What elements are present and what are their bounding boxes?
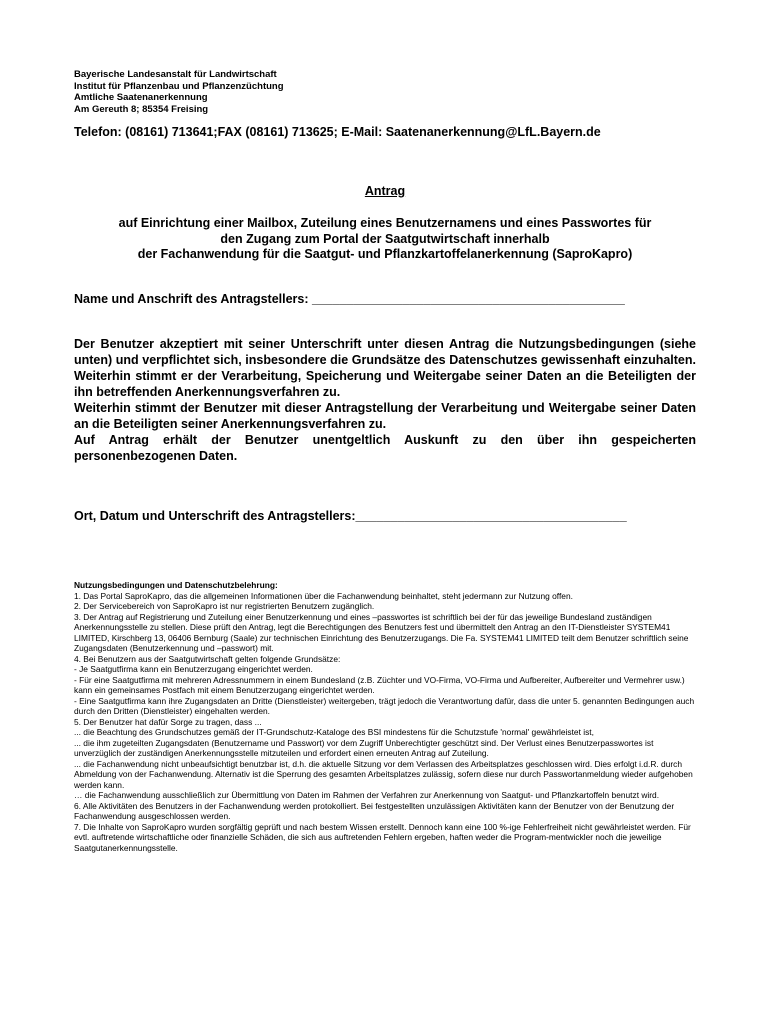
contact-line: Telefon: (08161) 713641;FAX (08161) 713625; E-Mail: Saatenanerkennung@LfL.Bayern.de (74, 125, 601, 139)
terms-line: 3. Der Antrag auf Registrierung und Zuteilung einer Benutzerkennung und eines –passwortes ist schriftlich bei der für das jeweilige Bundesland zuständigen Anerkennungsstelle zu stellen. Diese prüft den Antrag, legt die Berechtigungen des Benutzers fest und übermittelt den Antrag an den IT-Dienstleister SYSTEM41 LIMITED, Kirschberg 13, 06406 Bernburg (Saale) zur technischen Einrichtung des Benutzerzugangs. Die Fa. SYSTEM41 LIMITED teilt dem Benutzer schriftlich seine Zugangsdaten (Benutzerkennung und –passwort) mit. (74, 611, 689, 653)
subtitle-line-2: den Zugang zum Portal der Saatgutwirtschaft innerhalb (220, 231, 550, 246)
terms-line: 7. Die Inhalte von SaproKapro wurden sorgfältig geprüft und nach bestem Wissen erstellt. Dennoch kann eine 100 %-ige Fehlerfreiheit nicht gewährleistet werden. Für evtl. auftretende wirtschaftliche oder finanzielle Schäden, die sich aus auftretenden Fehlern ergeben, haften weder die Program-mentwickler noch die jeweilige Saatgutanerkennungsstelle. (74, 821, 691, 853)
letterhead-address (74, 69, 284, 115)
terms-line: 2. Der Servicebereich von SaproKapro ist nur registrierten Benutzern zugänglich. (74, 601, 375, 611)
terms-line: … die Fachanwendung ausschließlich zur Übermittlung von Daten im Rahmen der Verfahren zur Anerkennung von Saatgut- und Pflanzkartoffeln benutzt wird. (74, 790, 660, 800)
consent-paragraph-1: Der Benutzer akzeptiert mit seiner Unterschrift unter diesen Antrag die Nutzungsbedingungen (siehe unten) und verpflichtet sich, insbesondere die Grundsätze des Datenschutzes gewissenhaft einzuhalten. Weiterhin stimmt er der Verarbeitung, Speicherung und Weitergabe seiner Daten an die Beteiligten der ihn betreffenden Anerkennungsverfahren zu. (74, 337, 696, 399)
consent-statement (74, 336, 696, 464)
signature-field: Ort, Datum und Unterschrift des Antragstellers:_______________________________________ (74, 509, 627, 523)
applicant-name-address-field: Name und Anschrift des Antragstellers: _____________________________________________ (74, 292, 625, 306)
document-title: Antrag (364, 184, 406, 198)
terms-of-use (74, 580, 696, 853)
terms-heading: Nutzungsbedingungen und Datenschutzbelehrung: (74, 580, 278, 590)
document-subtitle (74, 216, 696, 263)
terms-line: - Je Saatgutfirma kann ein Benutzerzugang eingerichtet werden. (74, 664, 313, 674)
department-name: Amtliche Saatenanerkennung (74, 92, 208, 103)
institute-name: Institut für Pflanzenbau und Pflanzenzüchtung (74, 80, 284, 92)
terms-line: ... die Fachanwendung nicht unbeaufsichtigt benutzbar ist, d.h. die aktuelle Sitzung vor dem Verlassen des Arbeitsplatzes geschlossen wird. Dies erfolgt i.d.R. durch Abmeldung von der Fachanwendung. Alternativ ist die Sperrung des gesamten Arbeitsplatzes zulässig, sofern diese nur durch Passwortanmeldung wieder aufgehoben werden kann. (74, 758, 693, 790)
subtitle-line-1: auf Einrichtung einer Mailbox, Zuteilung eines Benutzernamens und eines Passwortes für (118, 216, 652, 230)
terms-line: ... die Beachtung des Grundschutzes gemäß der IT-Grundschutz-Kataloge des BSI mindestens für die Schutzstufe 'normal' gewährleistet ist, (74, 727, 594, 737)
consent-paragraph-3: Auf Antrag erhält der Benutzer unentgeltlich Auskunft zu den über ihn gespeicherten personenbezogenen Daten. (74, 433, 696, 463)
terms-line: 1. Das Portal SaproKapro, das die allgemeinen Informationen über die Fachanwendung beinhaltet, steht jedermann zur Nutzung offen. (74, 590, 573, 601)
street-address: Am Gereuth 8; 85354 Freising (74, 103, 209, 115)
consent-paragraph-2: Weiterhin stimmt der Benutzer mit dieser Antragstellung der Verarbeitung und Weitergabe seiner Daten an die Beteiligten seiner Anerkennungsverfahren zu. (74, 401, 696, 431)
terms-line: - Für eine Saatgutfirma mit mehreren Adressnummern in einem Bundesland (z.B. Züchter und VO-Firma, VO-Firma und Aufbereiter, Aufbereiter und Vermehrer usw.) kann ein gemeinsames Postfach mit einem Benutzerzugang eingerichtet werden. (74, 674, 685, 695)
terms-line: - Eine Saatgutfirma kann ihre Zugangsdaten an Dritte (Dienstleister) weitergeben, trägt jedoch die Verantwortung dafür, dass die unter 5. genannten Bedingungen auch durch den Dritten (Dienstleister) eingehalten werden. (74, 695, 695, 716)
subtitle-line-3: der Fachanwendung für die Saatgut- und Pflanzkartoffelanerkennung (SaproKapro) (137, 247, 633, 262)
institution-name: Bayerische Landesanstalt für Landwirtschaft (74, 69, 277, 80)
terms-line: 5. Der Benutzer hat dafür Sorge zu tragen, dass ... (74, 716, 262, 727)
terms-line: 6. Alle Aktivitäten des Benutzers in der Fachanwendung werden protokolliert. Bei festgestellten unzulässigen Aktivitäten kann der Benutzer von der Benutzung der Fachanwendung ausgeschlossen werden. (74, 800, 675, 821)
terms-line: ... die ihm zugeteilten Zugangsdaten (Benutzername und Passwort) vor dem Zugriff Unberechtigter geschützt sind. Der Verlust eines Benutzerpasswortes ist unverzüglich der zuständigen Anerkennungsstelle mitzuteilen und erfordert einen erneuten Antrag auf Zuteilung. (74, 737, 654, 758)
terms-line: 4. Bei Benutzern aus der Saatgutwirtschaft gelten folgende Grundsätze: (74, 653, 341, 664)
